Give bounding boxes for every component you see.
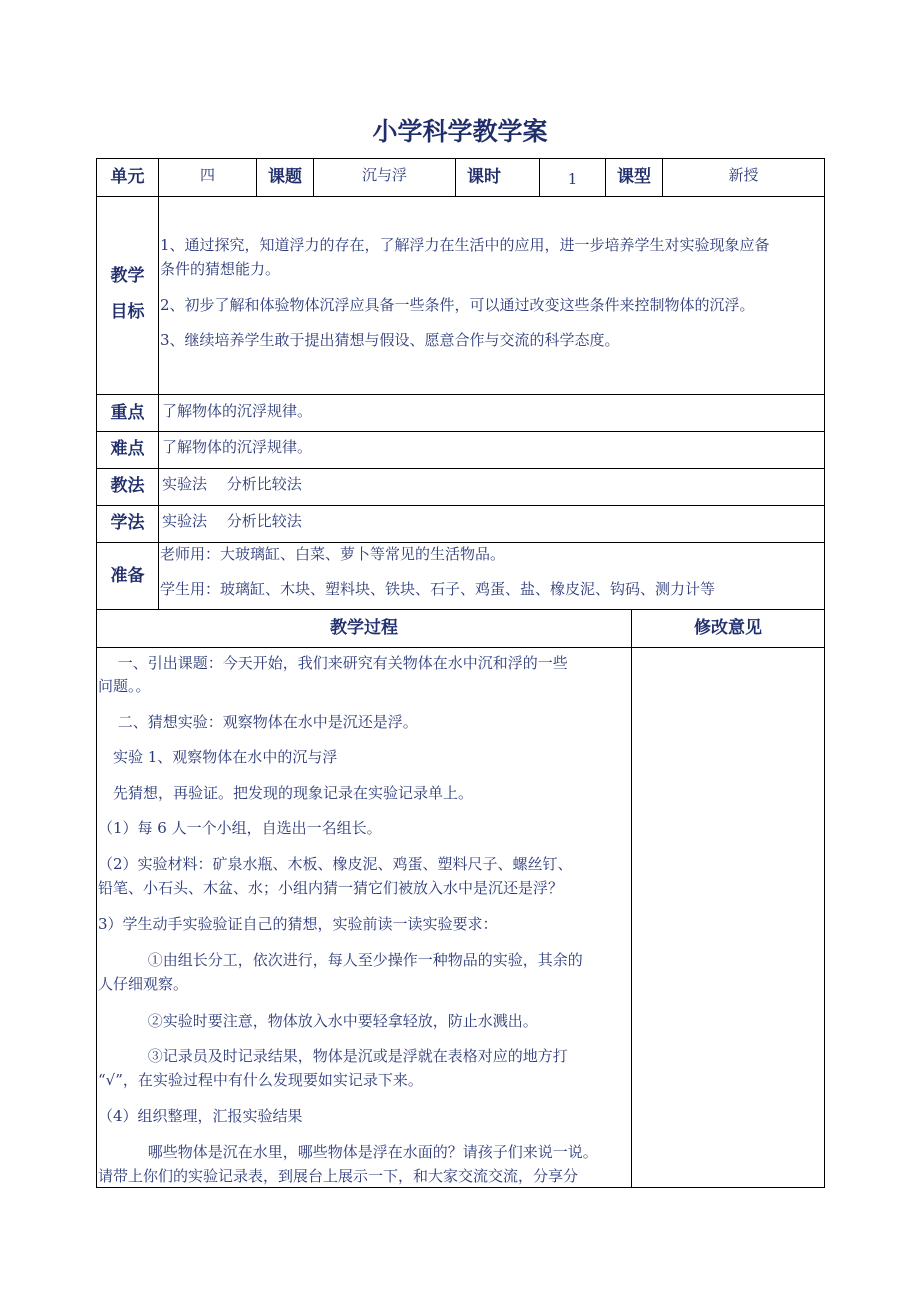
type-label: 课型 [617, 166, 651, 187]
page-title: 小学科学教学案 [372, 117, 548, 146]
process-line: 一、引出课题：今天开始，我们来研究有关物体在水中沉和浮的一些 [98, 654, 568, 672]
process-line: 3）学生动手实验验证自己的猜想，实验前读一读实验要求： [98, 915, 498, 933]
process-line: ①由组长分工，依次进行，每人至少操作一种物品的实验，其余的 [98, 951, 583, 969]
goal-item: 2、初步了解和体验物体沉浮应具备一些条件，可以通过改变这些条件来控制物体的沉浮。 [160, 296, 755, 314]
goal-item: 条件的猜想能力。 [160, 260, 281, 278]
process-line: 哪些物体是沉在水里，哪些物体是浮在水面的？请孩子们来说一说。 [98, 1143, 598, 1161]
teaching-method-label: 教法 [110, 475, 145, 496]
preparation-student: 学生用：玻璃缸、木块、塑料块、铁块、石子、鸡蛋、盐、橡皮泥、钩码、测力计等 [160, 580, 716, 598]
goal-item: 1、通过探究，知道浮力的存在，了解浮力在生活中的应用，进一步培养学生对实验现象应备 [160, 236, 770, 254]
process-line: （4）组织整理，汇报实验结果 [98, 1107, 303, 1125]
revision-notes-area[interactable] [632, 648, 824, 1187]
process-line: 先猜想，再验证。把发现的现象记录在实验记录单上。 [98, 784, 474, 802]
process-line: （2）实验材料：矿泉水瓶、木板、橡皮泥、鸡蛋、塑料尺子、螺丝钉、 [98, 855, 573, 873]
learning-method-value: 实验法 分析比较法 [162, 511, 302, 530]
process-line: “√”，在实验过程中有什么发现要如实记录下来。 [98, 1071, 423, 1089]
preparation-label: 准备 [110, 565, 145, 586]
process-line: （1）每 6 人一个小组，自选出一名组长。 [98, 819, 382, 837]
key-point-value: 了解物体的沉浮规律。 [162, 401, 313, 420]
process-line: 问题。。 [98, 677, 151, 695]
teaching-method-value: 实验法 分析比较法 [162, 474, 302, 493]
unit-label: 单元 [110, 166, 145, 187]
topic-value: 沉与浮 [361, 165, 407, 184]
process-line: 人仔细观察。 [98, 975, 189, 993]
process-line: 实验 1、观察物体在水中的沉与浮 [98, 748, 338, 766]
process-line: 请带上你们的实验记录表，到展台上展示一下，和大家交流交流，分享分 [98, 1167, 579, 1185]
learning-method-label: 学法 [110, 512, 145, 533]
topic-label: 课题 [268, 166, 302, 187]
period-label: 课时 [467, 166, 501, 187]
process-line: 二、猜想实验：观察物体在水中是沉还是浮。 [98, 713, 418, 731]
process-line: ③记录员及时记录结果，物体是沉或是浮就在表格对应的地方打 [98, 1047, 568, 1065]
process-line: 铅笔、小石头、木盆、水；小组内猜一猜它们被放入水中是沉还是浮？ [98, 879, 564, 897]
key-point-label: 重点 [110, 402, 145, 423]
goals-label-2: 目标 [110, 301, 145, 322]
preparation-teacher: 老师用：大玻璃缸、白菜、萝卜等常见的生活物品。 [160, 545, 506, 563]
difficulty-value: 了解物体的沉浮规律。 [162, 437, 313, 456]
type-value: 新授 [728, 165, 759, 184]
process-header: 教学过程 [330, 617, 398, 638]
goal-item: 3、继续培养学生敢于提出猜想与假设、愿意合作与交流的科学态度。 [160, 331, 620, 349]
period-value: 1 [567, 170, 578, 188]
difficulty-label: 难点 [110, 438, 145, 459]
unit-value: 四 [199, 165, 215, 184]
revision-header: 修改意见 [694, 617, 762, 638]
process-line: ②实验时要注意，物体放入水中要轻拿轻放，防止水溅出。 [98, 1012, 538, 1030]
goals-label-1: 教学 [110, 265, 145, 286]
